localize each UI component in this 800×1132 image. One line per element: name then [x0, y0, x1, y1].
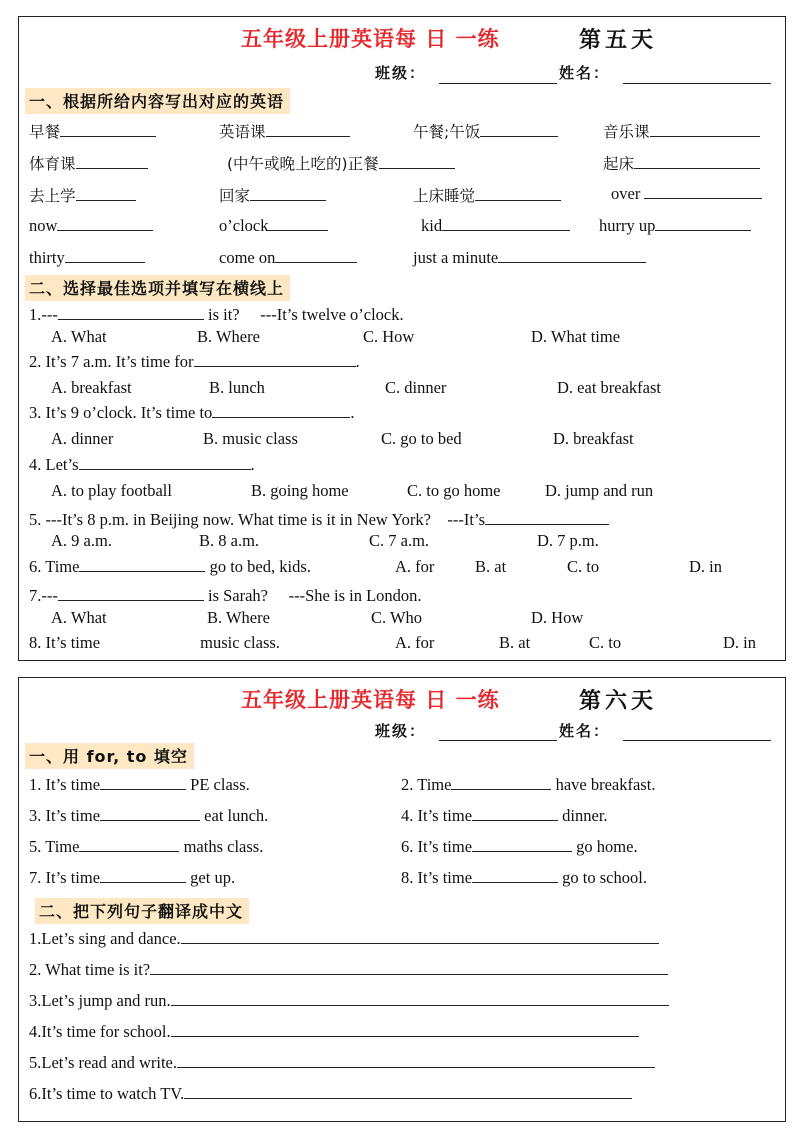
answer-blank[interactable] [76, 154, 148, 169]
vocab-item [413, 120, 558, 142]
answer-blank[interactable] [266, 122, 350, 137]
section-heading: 二、把下列句子翻译成中文 [35, 898, 249, 924]
answer-blank[interactable] [79, 837, 179, 852]
day-number: 第五天 [579, 28, 658, 53]
answer-line[interactable] [177, 1053, 655, 1068]
fill-text: 2. Time [401, 775, 452, 794]
option-c[interactable]: C. to [567, 557, 600, 576]
answer-blank[interactable] [79, 455, 251, 470]
question-5 [29, 506, 609, 530]
vocab-item [611, 184, 762, 204]
fill-item [401, 868, 647, 888]
fill-item [401, 837, 638, 857]
option-a[interactable]: A. 9 a.m. [51, 531, 112, 550]
question-text: . [355, 352, 360, 371]
question-4 [29, 455, 255, 475]
vocab-item [29, 152, 148, 174]
question-text: 1.--- [29, 305, 58, 324]
option-c[interactable]: C. to go home [407, 481, 501, 500]
vocab-label: 回家 [219, 187, 251, 205]
vocab-label: over [611, 184, 641, 203]
fill-text: go home. [576, 837, 638, 856]
vocab-label: (中午或晚上吃的)正餐 [227, 155, 379, 173]
answer-blank[interactable] [644, 184, 762, 199]
answer-blank[interactable] [65, 248, 145, 263]
answer-blank[interactable] [634, 154, 760, 169]
option-b[interactable]: B. 8 a.m. [199, 531, 260, 550]
vocab-label: 上床睡觉 [413, 187, 476, 205]
answer-line[interactable] [171, 991, 669, 1006]
answer-blank[interactable] [655, 216, 751, 231]
translate-item [29, 1084, 632, 1104]
vocab-item [29, 120, 156, 142]
vocab-item [219, 120, 350, 142]
fill-text: go to school. [562, 868, 647, 887]
option-a[interactable]: A. breakfast [51, 378, 132, 397]
question-3 [29, 403, 354, 423]
option-c[interactable]: C. dinner [385, 378, 447, 397]
day-number: 第六天 [579, 689, 658, 714]
question-text: 7.--- [29, 586, 58, 605]
answer-blank[interactable] [100, 868, 186, 883]
translate-text: 6.It’s time to watch TV. [29, 1084, 185, 1103]
translate-item [29, 960, 668, 980]
translate-item [29, 1022, 639, 1042]
vocab-item [599, 216, 751, 236]
question-text: go to bed, kids. [209, 557, 311, 576]
answer-line[interactable] [150, 960, 668, 975]
option-a[interactable]: A. for [395, 633, 435, 652]
vocab-label: o’clock [219, 216, 269, 235]
question-text: is Sarah? ---She is in London. [207, 586, 422, 605]
answer-blank[interactable] [250, 186, 326, 201]
fill-text: 6. It’s time [401, 837, 473, 856]
vocab-item [421, 216, 570, 236]
answer-blank[interactable] [268, 216, 328, 231]
question-text: 6. Time [29, 557, 80, 576]
answer-blank[interactable] [100, 633, 196, 648]
answer-blank[interactable] [58, 305, 204, 320]
vocab-item [413, 248, 646, 268]
question-7 [29, 582, 422, 606]
vocab-label: 午餐;午饭 [413, 123, 481, 141]
option-b[interactable]: B. going home [251, 481, 349, 500]
option-d[interactable]: D. in [689, 557, 722, 576]
vocab-label: 音乐课 [603, 123, 650, 141]
class-field[interactable] [439, 83, 557, 84]
answer-blank[interactable] [79, 557, 205, 572]
option-a[interactable]: A. What [51, 608, 107, 627]
question-8 [29, 633, 280, 653]
vocab-item [219, 216, 328, 236]
vocab-item [29, 248, 145, 268]
vocab-item [603, 120, 760, 142]
fill-text: 4. It’s time [401, 806, 473, 825]
vocab-label: hurry up [599, 216, 656, 235]
option-a[interactable]: A. What [51, 327, 107, 346]
option-d[interactable]: D. eat breakfast [557, 378, 661, 397]
translate-text: 3.Let’s jump and run. [29, 991, 171, 1010]
question-text: . [350, 403, 355, 422]
option-c[interactable]: C. How [363, 327, 415, 346]
fill-text: PE class. [190, 775, 250, 794]
fill-text: maths class. [183, 837, 264, 856]
name-field[interactable] [623, 83, 771, 84]
option-c[interactable]: C. 7 a.m. [369, 531, 430, 550]
option-b[interactable]: B. at [499, 633, 531, 652]
answer-line[interactable] [181, 929, 659, 944]
translate-item [29, 991, 669, 1011]
option-c[interactable]: C. Who [371, 608, 423, 627]
answer-blank[interactable] [275, 248, 357, 263]
option-b[interactable]: B. at [475, 557, 507, 576]
fill-item [401, 806, 608, 826]
fill-item [29, 775, 250, 795]
vocab-label: come on [219, 248, 276, 267]
question-2 [29, 352, 360, 372]
fill-text: dinner. [562, 806, 608, 825]
vocab-label: now [29, 216, 58, 235]
question-text: . [250, 455, 255, 474]
worksheet-title: 五年级上册英语每 日 一练 [241, 27, 500, 51]
fill-item [29, 837, 263, 857]
answer-blank[interactable] [58, 586, 204, 601]
answer-blank[interactable] [472, 868, 558, 883]
fill-text: 8. It’s time [401, 868, 473, 887]
answer-blank[interactable] [379, 154, 455, 169]
fill-text: 5. Time [29, 837, 80, 856]
option-d[interactable]: D. in [723, 633, 756, 652]
vocab-label: thirty [29, 248, 65, 267]
option-d[interactable]: D. 7 p.m. [537, 531, 599, 550]
answer-blank[interactable] [100, 806, 200, 821]
vocab-item [413, 184, 561, 206]
fill-text: 7. It’s time [29, 868, 101, 887]
vocab-label: kid [421, 216, 443, 235]
option-b[interactable]: B. music class [203, 429, 298, 448]
answer-blank[interactable] [76, 186, 136, 201]
question-text: music class. [200, 633, 280, 652]
vocab-label: 体育课 [29, 155, 76, 173]
fill-text: get up. [190, 868, 236, 887]
vocab-label: just a minute [413, 248, 499, 267]
name-label: 姓名： [559, 722, 611, 740]
option-d[interactable]: D. What time [531, 327, 621, 346]
vocab-item [29, 216, 153, 236]
section-heading: 一、根据所给内容写出对应的英语 [25, 88, 290, 114]
question-text: 3. It’s 9 o’clock. It’s time to [29, 403, 213, 422]
translate-item [29, 929, 659, 949]
answer-blank[interactable] [650, 122, 760, 137]
fill-item [29, 868, 235, 888]
worksheet-day6 [18, 677, 786, 1122]
option-b[interactable]: B. lunch [209, 378, 265, 397]
vocab-label: 起床 [603, 155, 635, 173]
option-c[interactable]: C. to [589, 633, 622, 652]
name-label: 姓名： [559, 64, 611, 82]
vocab-item [219, 248, 357, 268]
option-a[interactable]: A. to play football [51, 481, 172, 500]
question-text: 4. Let’s [29, 455, 79, 474]
translate-item [29, 1053, 655, 1073]
worksheet-day5 [18, 16, 786, 661]
vocab-item [227, 152, 455, 174]
answer-blank[interactable] [60, 122, 156, 137]
option-b[interactable]: B. Where [207, 608, 270, 627]
question-1 [29, 301, 404, 325]
question-text: 5. ---It’s 8 p.m. in Beijing now. What time is it in New York? ---It’s [29, 510, 485, 529]
vocab-item [219, 184, 326, 206]
answer-blank[interactable] [442, 216, 570, 231]
option-b[interactable]: B. Where [197, 327, 260, 346]
translate-text: 1.Let’s sing and dance. [29, 929, 181, 948]
vocab-label: 英语课 [219, 123, 266, 141]
question-text: 8. It’s time [29, 633, 101, 652]
section-heading: 二、选择最佳选项并填写在横线上 [25, 275, 290, 301]
option-d[interactable]: D. How [531, 608, 584, 627]
answer-blank[interactable] [472, 806, 558, 821]
vocab-label: 早餐 [29, 123, 61, 141]
class-label: 班级： [375, 722, 427, 740]
answer-line[interactable] [171, 1022, 639, 1037]
translate-text: 5.Let’s read and write. [29, 1053, 177, 1072]
fill-item [401, 775, 655, 795]
question-text: 2. It’s 7 a.m. It’s time for [29, 352, 194, 371]
option-a[interactable]: A. dinner [51, 429, 114, 448]
option-d[interactable]: D. breakfast [553, 429, 634, 448]
translate-text: 4.It’s time for school. [29, 1022, 171, 1041]
fill-text: 1. It’s time [29, 775, 101, 794]
fill-text: have breakfast. [555, 775, 656, 794]
vocab-item [29, 184, 136, 206]
name-field[interactable] [623, 740, 771, 741]
fill-text: 3. It’s time [29, 806, 101, 825]
answer-blank[interactable] [100, 775, 186, 790]
answer-blank[interactable] [194, 352, 356, 367]
question-6 [29, 557, 311, 577]
answer-blank[interactable] [451, 775, 551, 790]
question-text: is it? ---It’s twelve o’clock. [207, 305, 404, 324]
option-d[interactable]: D. jump and run [545, 481, 654, 500]
option-c[interactable]: C. go to bed [381, 429, 462, 448]
answer-blank[interactable] [480, 122, 558, 137]
worksheet-title: 五年级上册英语每 日 一练 [241, 688, 500, 712]
vocab-label: 去上学 [29, 187, 76, 205]
answer-blank[interactable] [475, 186, 561, 201]
answer-line[interactable] [184, 1084, 632, 1099]
section-heading: 一、用 for, to 填空 [25, 743, 194, 769]
answer-blank[interactable] [472, 837, 572, 852]
fill-text: eat lunch. [204, 806, 269, 825]
class-field[interactable] [439, 740, 557, 741]
translate-text: 2. What time is it? [29, 960, 151, 979]
fill-item [29, 806, 268, 826]
answer-blank[interactable] [498, 248, 646, 263]
vocab-item [603, 152, 760, 174]
class-label: 班级： [375, 64, 427, 82]
answer-blank[interactable] [485, 510, 609, 525]
option-a[interactable]: A. for [395, 557, 435, 576]
answer-blank[interactable] [57, 216, 153, 231]
answer-blank[interactable] [212, 403, 350, 418]
